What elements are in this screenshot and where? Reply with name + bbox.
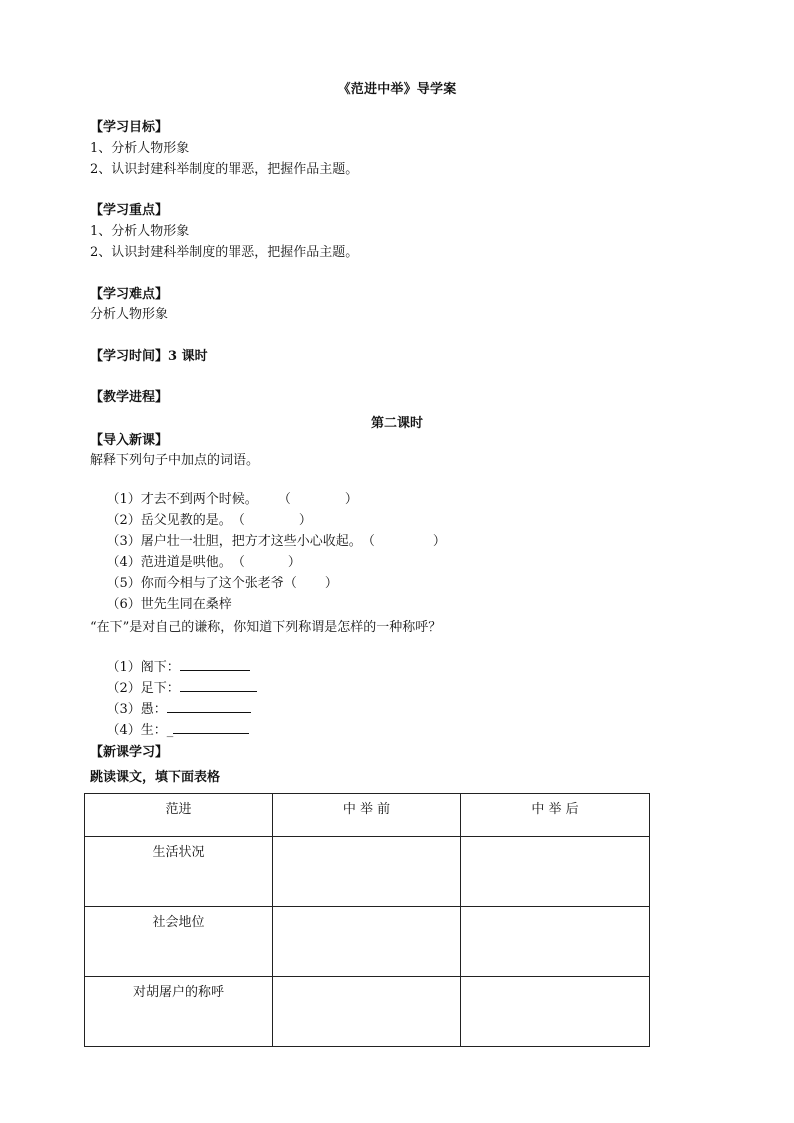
learning-goal-item: 2、认识封建科举制度的罪恶，把握作品主题。	[90, 162, 359, 177]
intro-heading: 【导入新课】	[90, 433, 169, 448]
fill-blank[interactable]	[173, 721, 249, 734]
row-label-cell: 生活状况	[85, 837, 273, 907]
answer-cell[interactable]	[461, 837, 650, 907]
table-header-cell: 范进	[85, 794, 273, 837]
key-point-item: 2、认识封建科举制度的罪恶，把握作品主题。	[90, 245, 359, 260]
answer-open-paren: （	[361, 534, 375, 549]
difficult-points-heading: 【学习难点】	[90, 287, 169, 302]
address-term: （4）生：_	[106, 723, 174, 738]
page-title: 《范进中举》导学案	[337, 82, 457, 97]
vocabulary-question-text: （2）岳父见教的是。	[106, 513, 232, 528]
key-points-heading: 【学习重点】	[90, 203, 169, 218]
table-header-cell: 中 举 前	[273, 794, 461, 837]
answer-open-paren: （	[277, 492, 291, 507]
answer-close-paren: ）	[344, 492, 358, 507]
address-term: （3）愚：	[106, 702, 167, 717]
study-time-text: 【学习时间】3 课时	[90, 349, 208, 364]
answer-cell[interactable]	[273, 977, 461, 1047]
answer-close-paren: ）	[432, 534, 446, 549]
answer-cell[interactable]	[273, 907, 461, 977]
vocabulary-question-text: （4）范进道是哄他。	[106, 555, 232, 570]
row-label-cell: 社会地位	[85, 907, 273, 977]
table-row	[85, 977, 650, 1047]
vocabulary-question-text: （5）你而今相与了这个张老爷	[106, 576, 284, 591]
new-lesson-heading: 【新课学习】	[90, 745, 169, 760]
table-header-row	[85, 794, 650, 837]
answer-open-paren: （	[231, 513, 245, 528]
answer-close-paren: ）	[324, 576, 338, 591]
address-term: （2）足下：	[106, 681, 180, 696]
table-row	[85, 907, 650, 977]
answer-close-paren: ）	[298, 513, 312, 528]
answer-close-paren: ）	[287, 555, 301, 570]
table-header-cell: 中 举 后	[461, 794, 650, 837]
key-point-item: 1、分析人物形象	[90, 224, 190, 239]
learning-goal-item: 1、分析人物形象	[90, 141, 190, 156]
vocabulary-question-text: （1）才去不到两个时候。	[106, 492, 258, 507]
table-instruction: 跳读课文，填下面表格	[90, 770, 221, 785]
address-question-prompt: “在下”是对自己的谦称，你知道下列称谓是怎样的一种称呼？	[90, 620, 442, 635]
answer-open-paren: （	[283, 576, 297, 591]
answer-cell[interactable]	[273, 837, 461, 907]
table-row	[85, 837, 650, 907]
comparison-table	[84, 793, 650, 1047]
intro-instruction: 解释下列句子中加点的词语。	[90, 453, 260, 468]
vocabulary-question-text: （3）屠户壮一壮胆，把方才这些小心收起。	[106, 534, 362, 549]
learning-goals-heading: 【学习目标】	[90, 120, 169, 135]
answer-cell[interactable]	[461, 907, 650, 977]
lesson-label: 第二课时	[370, 416, 423, 431]
address-term: （1）阁下：	[106, 660, 180, 675]
difficult-point-item: 分析人物形象	[90, 307, 169, 322]
row-label-cell: 对胡屠户的称呼	[85, 977, 273, 1047]
teaching-process-heading: 【教学进程】	[90, 390, 169, 405]
vocabulary-question-text: （6）世先生同在桑梓	[106, 597, 232, 612]
answer-open-paren: （	[231, 555, 245, 570]
answer-cell[interactable]	[461, 977, 650, 1047]
